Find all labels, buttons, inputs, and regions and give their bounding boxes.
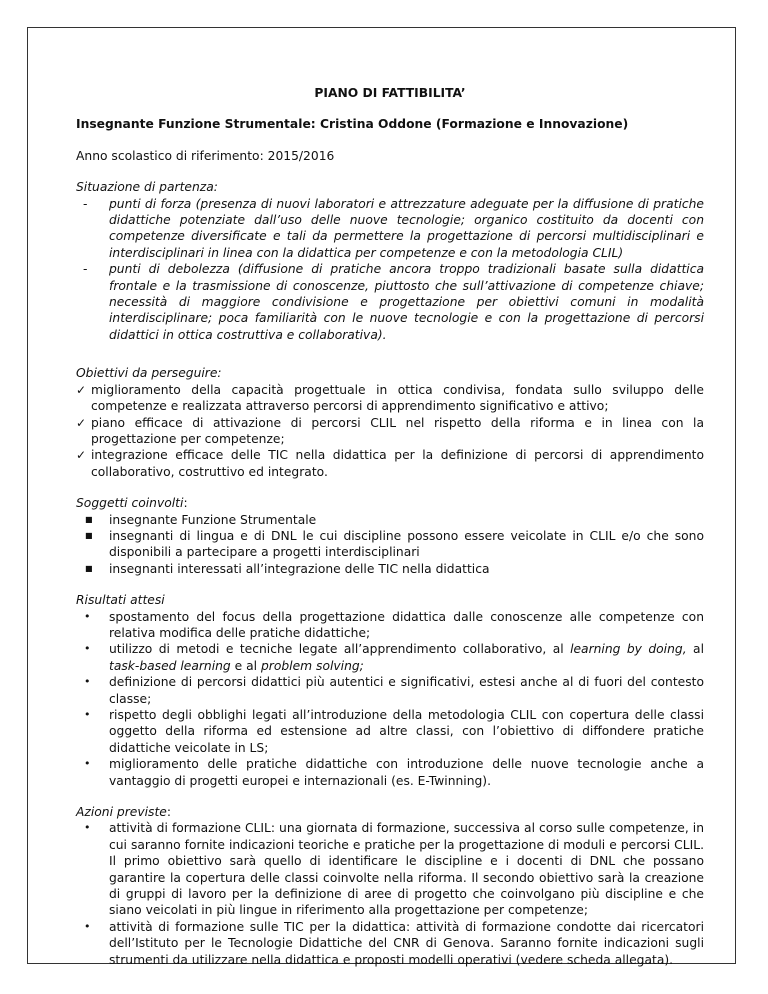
list-item: • attività di formazione CLIL: una giornata di formazione, successiva al corso sulle competenze, in cui saranno fornite indicazioni teoriche e pratiche per la progettazione di moduli e percorsi CLIL. Il primo obiettivo sarà quello di identificare le discipline e i docenti di DNL che possano garantire la copertura delle classi coinvolte nella riforma. Il secondo obiettivo sarà la creazione di gruppi di lavoro per la definizione di aree di progetto che coinvolgano più discipline e che siano veicolati in più lingue in riferimento alla progettazione per competenze;	[84, 821, 704, 918]
list-item	[76, 756, 704, 789]
section-situazione	[76, 179, 704, 343]
obiettivi-heading: Obiettivi da perseguire:	[76, 366, 222, 381]
document-title: PIANO DI FATTIBILITA’	[314, 86, 466, 100]
list-item: ✓ integrazione efficace delle TIC nella didattica per la definizione di percorsi di apprendimento collaborativo, costruttivo ed integrato.	[76, 448, 704, 479]
list-item	[76, 707, 704, 756]
round-bullet-icon: •	[84, 675, 91, 689]
list-item: - punti di debolezza (diffusione di pratiche ancora troppo tradizionali basate sulla didattica frontale e la trasmissione di conoscenze, piuttosto che sull’attivazione di competenze chiave; necessità di maggiore condivisione e progettazione per obiettivi comuni in modalità interdisciplinare; poca familiarità con le nuove tecnologie e con la progettazione di percorsi didattici in ottica costruttiva e collaborativa).	[83, 262, 704, 342]
azioni-heading: Azioni previste	[76, 805, 167, 820]
azioni-list	[76, 820, 704, 968]
dash-bullet-icon: -	[83, 196, 88, 211]
section-risultati	[76, 592, 704, 789]
text-run: al	[686, 642, 704, 657]
list-item	[76, 609, 704, 642]
obiettivi-list	[76, 382, 704, 480]
situazione-heading: Situazione di partenza:	[76, 180, 218, 195]
situazione-list	[76, 196, 704, 344]
soggetti-heading-suffix: :	[183, 496, 188, 511]
document-page	[27, 27, 736, 967]
italic-term: learning by doing,	[570, 642, 687, 657]
section-soggetti	[76, 495, 704, 577]
square-bullet-icon: ■	[85, 530, 93, 540]
round-bullet-icon: •	[84, 919, 91, 933]
square-bullet-icon: ■	[85, 563, 93, 573]
list-item: ■ insegnanti di lingua e di DNL le cui discipline possono essere veicolate in CLIL e/o che sono disponibili a partecipare a progetti interdisciplinari	[85, 528, 704, 560]
azioni-heading-line	[76, 804, 704, 820]
list-item	[76, 641, 704, 674]
section-azioni	[76, 804, 704, 968]
section-obiettivi	[76, 365, 704, 480]
round-bullet-icon: •	[84, 757, 91, 771]
round-bullet-icon: •	[84, 821, 91, 835]
italic-term: task-based learning	[109, 658, 231, 673]
checkmark-icon: ✓	[76, 382, 87, 397]
school-year: Anno scolastico di riferimento: 2015/2016	[76, 148, 335, 163]
text-run: utilizzo di metodi e tecniche legate all’apprendimento collaborativo, al	[109, 642, 571, 657]
italic-term: problem solving;	[260, 658, 364, 673]
checkmark-icon: ✓	[76, 448, 87, 463]
list-item: • attività di formazione sulle TIC per la didattica: attività di formazione condotte dai ricercatori dell’Istituto per le Tecnologie Didattiche del CNR di Genova. Saranno fornite indicazioni sugli strumenti da utilizzare nella didattica e proposti modelli operativi (vedere scheda allegata).	[84, 919, 704, 967]
text-run: spostamento del focus della progettazione didattica dalle conoscenze alle competenze con relativa modifica delle pratiche didattiche;	[109, 609, 704, 640]
round-bullet-icon: •	[84, 609, 91, 623]
list-item: - punti di forza (presenza di nuovi laboratori e attrezzature adeguate per la diffusione di pratiche didattiche potenziate dall’uso delle nuove tecnologie; organico costituito da docenti con competenze diversificate e tali da permettere la progettazione di percorsi multidisciplinari e interdisciplinari in linea con la didattica per competenze e con la metodologia CLIL)	[83, 196, 704, 260]
list-item	[76, 674, 704, 707]
soggetti-heading-line	[76, 495, 704, 511]
azioni-heading-suffix: :	[166, 805, 171, 820]
square-bullet-icon: ■	[85, 514, 93, 524]
round-bullet-icon: •	[84, 642, 91, 656]
soggetti-list	[76, 512, 704, 578]
dash-bullet-icon: -	[83, 262, 88, 277]
risultati-list	[76, 609, 704, 789]
list-item: ■ insegnanti interessati all’integrazione delle TIC nella didattica	[85, 561, 490, 576]
text-run: e al	[230, 658, 261, 673]
risultati-heading: Risultati attesi	[76, 593, 165, 608]
list-item: ✓ miglioramento della capacità progettuale in ottica condivisa, fondata sullo sviluppo delle competenze e realizzata attraverso percorsi di apprendimento significativo e attivo;	[76, 382, 704, 414]
document-body	[76, 85, 704, 983]
text-run: miglioramento delle pratiche didattiche con introduzione delle nuove tecnologie anche a vantaggio di progetti europei e internazionali (es. E-Twinning).	[109, 757, 704, 788]
checkmark-icon: ✓	[76, 415, 87, 430]
text-run: definizione di percorsi didattici più autentici e significativi, estesi anche al di fuori del contesto classe;	[109, 675, 704, 706]
soggetti-heading: Soggetti coinvolti	[76, 496, 184, 511]
document-subtitle: Insegnante Funzione Strumentale: Cristina Oddone (Formazione e Innovazione)	[76, 117, 629, 132]
list-item: ■ insegnante Funzione Strumentale	[85, 512, 317, 527]
text-run: rispetto degli obblighi legati all’introduzione della metodologia CLIL con copertura delle classi oggetto della riforma ed estensione ad altre classi, con l’obiettivo di diffondere pratiche didattiche veicolate in LS;	[109, 708, 704, 755]
round-bullet-icon: •	[84, 708, 91, 721]
list-item: ✓ piano efficace di attivazione di percorsi CLIL nel rispetto della riforma e in linea con la progettazione per competenze;	[76, 415, 704, 446]
